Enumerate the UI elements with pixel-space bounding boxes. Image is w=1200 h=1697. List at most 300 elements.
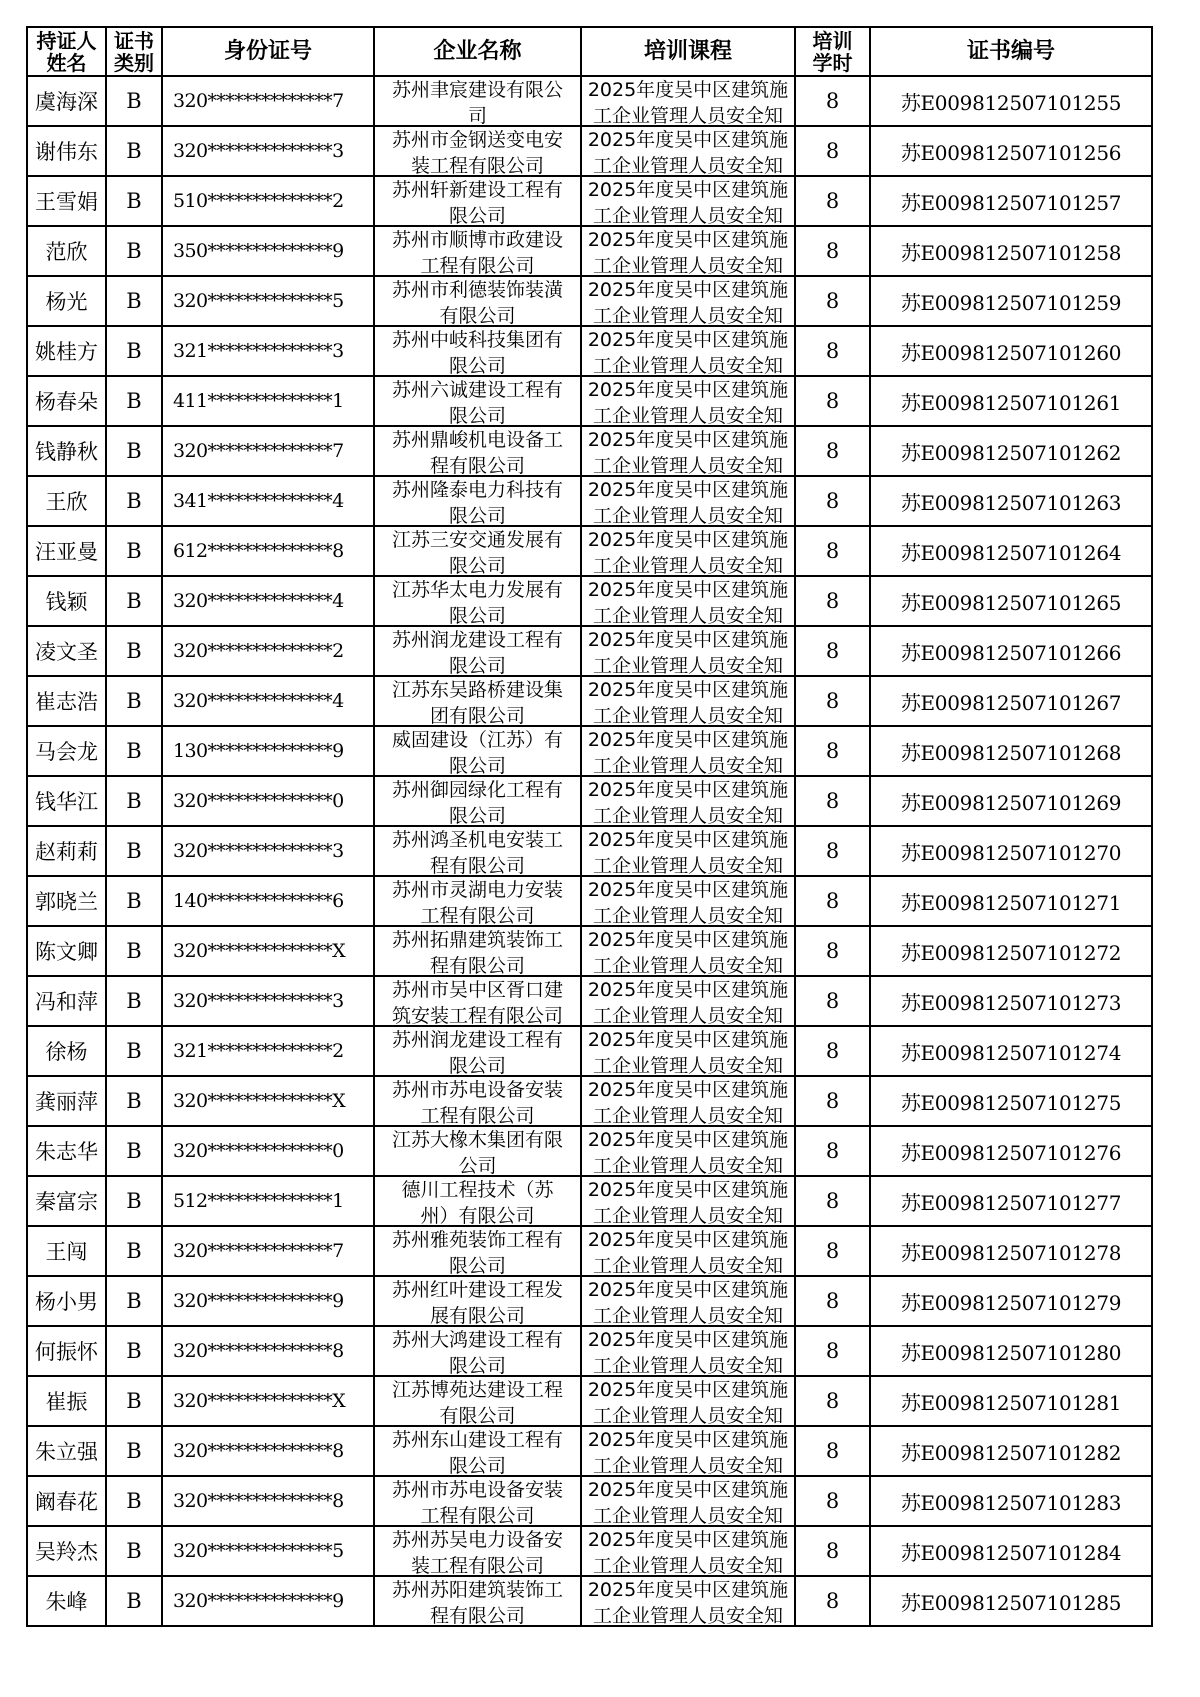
company-name-cell	[374, 626, 581, 676]
cert-category-cell: B	[106, 926, 162, 976]
training-course-cell-line: 工企业管理人员安全知	[592, 1505, 783, 1525]
cert-category-cell: B	[106, 876, 162, 926]
company-name-cell-line: 限公司	[448, 555, 506, 575]
cert-category-cell: B	[106, 1226, 162, 1276]
company-name-cell-text	[375, 277, 580, 325]
company-name-cell-line: 苏州市苏电设备安装	[391, 1479, 563, 1501]
table-row	[27, 376, 1152, 426]
cert-category-cell: B	[106, 826, 162, 876]
training-hours-cell: 8	[795, 176, 870, 226]
cert-category-cell: B	[106, 576, 162, 626]
training-course-cell-text	[582, 277, 794, 325]
id-number-cell: 320**************8	[162, 1476, 374, 1526]
table-row	[27, 1326, 1152, 1376]
company-name-cell-line: 限公司	[448, 805, 506, 825]
training-course-cell-line: 2025年度吴中区建筑施	[587, 1479, 789, 1501]
company-name-cell-line: 程有限公司	[429, 955, 525, 975]
holder-name-cell: 郭晓兰	[27, 876, 106, 926]
holder-name-cell: 杨光	[27, 276, 106, 326]
holder-name-cell: 王欣	[27, 476, 106, 526]
training-hours-cell: 8	[795, 676, 870, 726]
table-row	[27, 326, 1152, 376]
training-course-cell	[581, 276, 795, 326]
training-hours-cell: 8	[795, 76, 870, 126]
training-course-cell	[581, 576, 795, 626]
id-number-cell: 320**************X	[162, 926, 374, 976]
company-name-cell-line: 工程有限公司	[420, 1505, 535, 1525]
table-row	[27, 626, 1152, 676]
cert-number-cell: 苏E009812507101280	[870, 1326, 1152, 1376]
company-name-cell-text	[375, 377, 580, 425]
company-name-cell-line: 江苏三安交通发展有	[391, 529, 563, 551]
cert-category-cell: B	[106, 1426, 162, 1476]
training-course-cell-line: 工企业管理人员安全知	[592, 705, 783, 725]
id-number-cell: 320**************8	[162, 1326, 374, 1376]
cert-category-cell: B	[106, 1076, 162, 1126]
holder-name-cell: 崔振	[27, 1376, 106, 1426]
cert-category-cell: B	[106, 1126, 162, 1176]
holder-name-cell: 汪亚曼	[27, 526, 106, 576]
training-course-cell	[581, 1176, 795, 1226]
company-name-cell-line: 限公司	[448, 1055, 506, 1075]
training-hours-cell: 8	[795, 1226, 870, 1276]
company-name-cell-line: 苏州市灵湖电力安装	[391, 879, 563, 901]
id-number-cell: 320**************5	[162, 276, 374, 326]
company-name-cell	[374, 176, 581, 226]
company-name-cell-line: 江苏博苑达建设工程	[391, 1379, 563, 1401]
company-name-cell-line: 苏州市顺博市政建设	[391, 229, 563, 251]
training-course-cell-line: 工企业管理人员安全知	[592, 405, 783, 425]
training-course-cell-text	[582, 1577, 794, 1625]
training-course-cell	[581, 1226, 795, 1276]
table-row	[27, 1176, 1152, 1226]
table-row	[27, 1376, 1152, 1426]
company-name-cell-line: 江苏大橡木集团有限	[391, 1129, 563, 1151]
company-name-cell-text	[375, 527, 580, 575]
company-name-cell	[374, 1026, 581, 1076]
cert-number-cell: 苏E009812507101262	[870, 426, 1152, 476]
training-course-cell	[581, 326, 795, 376]
cert-category-cell: B	[106, 626, 162, 676]
training-hours-cell: 8	[795, 526, 870, 576]
training-course-cell-line: 工企业管理人员安全知	[592, 455, 783, 475]
training-course-cell-line: 2025年度吴中区建筑施	[587, 579, 789, 601]
cert-category-cell: B	[106, 776, 162, 826]
training-hours-cell: 8	[795, 276, 870, 326]
cert-number-cell: 苏E009812507101279	[870, 1276, 1152, 1326]
training-hours-cell: 8	[795, 476, 870, 526]
training-course-cell	[581, 376, 795, 426]
id-number-cell: 320**************3	[162, 126, 374, 176]
training-course-cell-text	[582, 1127, 794, 1175]
company-name-cell-text	[375, 827, 580, 875]
cert-number-cell: 苏E009812507101274	[870, 1026, 1152, 1076]
company-name-cell-line: 苏州雅苑装饰工程有	[391, 1229, 563, 1251]
training-course-cell	[581, 926, 795, 976]
training-course-cell	[581, 126, 795, 176]
training-course-cell-text	[582, 77, 794, 125]
table-row	[27, 1226, 1152, 1276]
training-course-cell-line: 2025年度吴中区建筑施	[587, 1379, 789, 1401]
company-name-cell	[374, 1576, 581, 1626]
training-course-cell-line: 工企业管理人员安全知	[592, 1455, 783, 1475]
id-number-cell: 320**************X	[162, 1376, 374, 1426]
id-number-cell: 321**************3	[162, 326, 374, 376]
training-course-cell-line: 2025年度吴中区建筑施	[587, 479, 789, 501]
cert-category-cell: B	[106, 1576, 162, 1626]
company-name-cell	[374, 1126, 581, 1176]
cert-category-cell: B	[106, 526, 162, 576]
company-name-cell-line: 苏州苏阳建筑装饰工	[391, 1579, 563, 1601]
company-name-cell-text	[375, 327, 580, 375]
training-course-cell-text	[582, 627, 794, 675]
cert-number-cell: 苏E009812507101285	[870, 1576, 1152, 1626]
company-name-cell-line: 苏州大鸿建设工程有	[391, 1329, 563, 1351]
training-course-cell-text	[582, 727, 794, 775]
holder-name-cell: 姚桂方	[27, 326, 106, 376]
training-course-cell-text	[582, 527, 794, 575]
training-course-cell-line: 工企业管理人员安全知	[592, 1105, 783, 1125]
company-name-cell	[374, 926, 581, 976]
training-hours-cell: 8	[795, 1426, 870, 1476]
training-course-cell	[581, 876, 795, 926]
training-hours-cell: 8	[795, 376, 870, 426]
company-name-cell-text	[375, 1327, 580, 1375]
training-course-cell	[581, 1026, 795, 1076]
company-name-cell	[374, 326, 581, 376]
training-hours-cell: 8	[795, 976, 870, 1026]
company-name-cell-text	[375, 1127, 580, 1175]
training-course-cell-line: 2025年度吴中区建筑施	[587, 1529, 789, 1551]
training-hours-cell: 8	[795, 726, 870, 776]
company-name-cell-line: 程有限公司	[429, 1605, 525, 1625]
training-course-cell	[581, 1326, 795, 1376]
training-course-cell-line: 2025年度吴中区建筑施	[587, 529, 789, 551]
training-course-cell-line: 2025年度吴中区建筑施	[587, 979, 789, 1001]
cert-number-cell: 苏E009812507101275	[870, 1076, 1152, 1126]
training-course-cell-line: 2025年度吴中区建筑施	[587, 679, 789, 701]
company-name-cell-line: 限公司	[448, 355, 506, 375]
cert-number-cell: 苏E009812507101260	[870, 326, 1152, 376]
training-course-cell-line: 2025年度吴中区建筑施	[587, 629, 789, 651]
company-name-cell-text	[375, 577, 580, 625]
company-name-cell-line: 限公司	[448, 755, 506, 775]
training-course-cell-text	[582, 377, 794, 425]
company-name-cell	[374, 76, 581, 126]
holder-name-cell: 何振怀	[27, 1326, 106, 1376]
company-name-cell-line: 江苏华太电力发展有	[391, 579, 563, 601]
training-course-cell-line: 工企业管理人员安全知	[592, 1305, 783, 1325]
company-name-cell	[374, 476, 581, 526]
company-name-cell	[374, 1526, 581, 1576]
training-hours-cell: 8	[795, 1276, 870, 1326]
training-course-cell	[581, 76, 795, 126]
cert-category-cell: B	[106, 176, 162, 226]
table-row	[27, 1076, 1152, 1126]
table-row	[27, 1026, 1152, 1076]
cert-number-cell: 苏E009812507101256	[870, 126, 1152, 176]
holder-name-cell: 钱静秋	[27, 426, 106, 476]
id-number-cell: 350**************9	[162, 226, 374, 276]
cert-category-cell: B	[106, 1326, 162, 1376]
training-course-cell-line: 工企业管理人员安全知	[592, 1205, 783, 1225]
training-course-cell-line: 2025年度吴中区建筑施	[587, 929, 789, 951]
table-row	[27, 676, 1152, 726]
table-row	[27, 1576, 1152, 1626]
training-course-cell-line: 工企业管理人员安全知	[592, 255, 783, 275]
id-number-cell: 510**************2	[162, 176, 374, 226]
training-hours-cell: 8	[795, 576, 870, 626]
company-name-cell-text	[375, 1227, 580, 1275]
company-name-cell-line: 苏州御园绿化工程有	[391, 779, 563, 801]
holder-name-cell: 冯和萍	[27, 976, 106, 1026]
cert-category-cell: B	[106, 676, 162, 726]
holder-name-cell: 秦富宗	[27, 1176, 106, 1226]
training-course-cell-text	[582, 227, 794, 275]
training-course-cell	[581, 826, 795, 876]
id-number-cell: 320**************9	[162, 1276, 374, 1326]
header-holder-name	[27, 27, 106, 76]
training-course-cell-line: 2025年度吴中区建筑施	[587, 179, 789, 201]
cert-number-cell: 苏E009812507101268	[870, 726, 1152, 776]
company-name-cell-line: 工程有限公司	[420, 1105, 535, 1125]
company-name-cell-text	[375, 1427, 580, 1475]
id-number-cell: 320**************4	[162, 676, 374, 726]
company-name-cell-line: 程有限公司	[429, 855, 525, 875]
cert-number-cell: 苏E009812507101266	[870, 626, 1152, 676]
training-hours-cell: 8	[795, 1076, 870, 1126]
training-course-cell-line: 2025年度吴中区建筑施	[587, 1279, 789, 1301]
header-id-number: 身份证号	[162, 27, 374, 76]
cert-number-cell: 苏E009812507101270	[870, 826, 1152, 876]
company-name-cell-text	[375, 1077, 580, 1125]
training-hours-cell: 8	[795, 826, 870, 876]
training-course-cell-line: 工企业管理人员安全知	[592, 1155, 783, 1175]
company-name-cell-line: 苏州市苏电设备安装	[391, 1079, 563, 1101]
holder-name-cell: 崔志浩	[27, 676, 106, 726]
training-course-cell-text	[582, 327, 794, 375]
company-name-cell-line: 威固建设（江苏）有	[391, 729, 563, 751]
company-name-cell-text	[375, 1527, 580, 1575]
training-course-cell-line: 2025年度吴中区建筑施	[587, 829, 789, 851]
table-row	[27, 1426, 1152, 1476]
company-name-cell-line: 德川工程技术（苏	[401, 1179, 554, 1201]
id-number-cell: 130**************9	[162, 726, 374, 776]
company-name-cell-line: 江苏东吴路桥建设集	[391, 679, 563, 701]
cert-number-cell: 苏E009812507101282	[870, 1426, 1152, 1476]
company-name-cell	[374, 426, 581, 476]
training-hours-cell: 8	[795, 126, 870, 176]
training-course-cell-text	[582, 427, 794, 475]
table-row	[27, 776, 1152, 826]
id-number-cell: 612**************8	[162, 526, 374, 576]
table-row	[27, 826, 1152, 876]
cert-number-cell: 苏E009812507101283	[870, 1476, 1152, 1526]
certificate-table	[26, 26, 1153, 1627]
company-name-cell-text	[375, 1027, 580, 1075]
company-name-cell	[374, 826, 581, 876]
company-name-cell-line: 工程有限公司	[420, 255, 535, 275]
cert-number-cell: 苏E009812507101264	[870, 526, 1152, 576]
certificate-list-sheet	[26, 26, 1151, 1627]
cert-number-cell: 苏E009812507101259	[870, 276, 1152, 326]
cert-number-cell: 苏E009812507101277	[870, 1176, 1152, 1226]
company-name-cell-line: 苏州市吴中区胥口建	[391, 979, 563, 1001]
company-name-cell-line: 限公司	[448, 405, 506, 425]
company-name-cell	[374, 1476, 581, 1526]
training-course-cell-text	[582, 1327, 794, 1375]
company-name-cell-line: 苏州轩新建设工程有	[391, 179, 563, 201]
training-course-cell-line: 2025年度吴中区建筑施	[587, 379, 789, 401]
company-name-cell	[374, 726, 581, 776]
training-course-cell-text	[582, 927, 794, 975]
company-name-cell-line: 限公司	[448, 505, 506, 525]
training-course-cell-line: 2025年度吴中区建筑施	[587, 129, 789, 151]
company-name-cell-line: 司	[467, 105, 487, 125]
company-name-cell-line: 限公司	[448, 1355, 506, 1375]
training-course-cell-text	[582, 877, 794, 925]
cert-category-cell: B	[106, 726, 162, 776]
company-name-cell-text	[375, 927, 580, 975]
training-course-cell-line: 工企业管理人员安全知	[592, 855, 783, 875]
training-course-cell-line: 2025年度吴中区建筑施	[587, 879, 789, 901]
company-name-cell-line: 苏州苏吴电力设备安	[391, 1529, 563, 1551]
company-name-cell-text	[375, 1277, 580, 1325]
table-row	[27, 1476, 1152, 1526]
id-number-cell: 320**************9	[162, 1576, 374, 1626]
id-number-cell: 320**************7	[162, 1226, 374, 1276]
company-name-cell-text	[375, 777, 580, 825]
cert-number-cell: 苏E009812507101278	[870, 1226, 1152, 1276]
cert-category-cell: B	[106, 976, 162, 1026]
id-number-cell: 320**************3	[162, 976, 374, 1026]
training-course-cell-text	[582, 1477, 794, 1525]
training-course-cell-line: 2025年度吴中区建筑施	[587, 1429, 789, 1451]
company-name-cell-text	[375, 1177, 580, 1225]
cert-category-cell: B	[106, 226, 162, 276]
training-course-cell-text	[582, 1227, 794, 1275]
training-course-cell	[581, 476, 795, 526]
holder-name-cell: 马会龙	[27, 726, 106, 776]
training-course-cell-text	[582, 977, 794, 1025]
training-hours-cell: 8	[795, 776, 870, 826]
training-course-cell-text	[582, 127, 794, 175]
company-name-cell-line: 有限公司	[439, 1405, 516, 1425]
training-course-cell-text	[582, 1077, 794, 1125]
table-row	[27, 76, 1152, 126]
training-course-cell-line: 工企业管理人员安全知	[592, 105, 783, 125]
id-number-cell: 320**************2	[162, 626, 374, 676]
training-course-cell-text	[582, 477, 794, 525]
id-number-cell: 320**************0	[162, 776, 374, 826]
training-course-cell-text	[582, 1277, 794, 1325]
header-holder-name-text: 持证人 姓名	[36, 28, 97, 75]
training-course-cell	[581, 1476, 795, 1526]
id-number-cell: 320**************8	[162, 1426, 374, 1476]
company-name-cell-line: 限公司	[448, 1455, 506, 1475]
company-name-cell-line: 限公司	[448, 655, 506, 675]
holder-name-cell: 龚丽萍	[27, 1076, 106, 1126]
holder-name-cell: 阚春花	[27, 1476, 106, 1526]
training-course-cell-text	[582, 1527, 794, 1575]
table-body	[27, 76, 1152, 1626]
training-course-cell-line: 2025年度吴中区建筑施	[587, 279, 789, 301]
table-row	[27, 126, 1152, 176]
company-name-cell-line: 苏州润龙建设工程有	[391, 1029, 563, 1051]
header-cert-category	[106, 27, 162, 76]
training-course-cell-text	[582, 677, 794, 725]
company-name-cell-text	[375, 227, 580, 275]
table-row	[27, 576, 1152, 626]
id-number-cell: 341**************4	[162, 476, 374, 526]
company-name-cell-text	[375, 1577, 580, 1625]
company-name-cell-line: 苏州鼎峻机电设备工	[391, 429, 563, 451]
training-course-cell-line: 工企业管理人员安全知	[592, 1355, 783, 1375]
company-name-cell	[374, 1176, 581, 1226]
training-course-cell-text	[582, 1377, 794, 1425]
holder-name-cell: 朱峰	[27, 1576, 106, 1626]
training-hours-cell: 8	[795, 1376, 870, 1426]
cert-number-cell: 苏E009812507101255	[870, 76, 1152, 126]
cert-category-cell: B	[106, 1176, 162, 1226]
training-course-cell-line: 工企业管理人员安全知	[592, 355, 783, 375]
holder-name-cell: 杨春朵	[27, 376, 106, 426]
holder-name-cell: 吴羚杰	[27, 1526, 106, 1576]
holder-name-cell: 谢伟东	[27, 126, 106, 176]
training-course-cell-text	[582, 827, 794, 875]
training-course-cell	[581, 226, 795, 276]
company-name-cell-line: 展有限公司	[429, 1305, 525, 1325]
training-course-cell-line: 工企业管理人员安全知	[592, 805, 783, 825]
company-name-cell	[374, 576, 581, 626]
training-course-cell-line: 2025年度吴中区建筑施	[587, 329, 789, 351]
company-name-cell-line: 苏州聿宸建设有限公	[391, 79, 563, 101]
training-course-cell	[581, 676, 795, 726]
training-course-cell-line: 工企业管理人员安全知	[592, 505, 783, 525]
table-row	[27, 876, 1152, 926]
company-name-cell-text	[375, 427, 580, 475]
training-course-cell-line: 工企业管理人员安全知	[592, 1605, 783, 1625]
cert-number-cell: 苏E009812507101265	[870, 576, 1152, 626]
company-name-cell-line: 苏州润龙建设工程有	[391, 629, 563, 651]
company-name-cell-line: 苏州市金钢送变电安	[391, 129, 563, 151]
company-name-cell-line: 苏州鸿圣机电安装工	[391, 829, 563, 851]
training-course-cell	[581, 1126, 795, 1176]
cert-number-cell: 苏E009812507101273	[870, 976, 1152, 1026]
table-row	[27, 176, 1152, 226]
id-number-cell: 320**************7	[162, 426, 374, 476]
cert-category-cell: B	[106, 376, 162, 426]
company-name-cell-line: 苏州六诚建设工程有	[391, 379, 563, 401]
holder-name-cell: 杨小男	[27, 1276, 106, 1326]
company-name-cell	[374, 1226, 581, 1276]
training-hours-cell: 8	[795, 1026, 870, 1076]
header-company-name: 企业名称	[374, 27, 581, 76]
cert-number-cell: 苏E009812507101269	[870, 776, 1152, 826]
company-name-cell	[374, 1376, 581, 1426]
table-row	[27, 226, 1152, 276]
training-hours-cell: 8	[795, 226, 870, 276]
training-hours-cell: 8	[795, 1526, 870, 1576]
company-name-cell-line: 公司	[458, 1155, 497, 1175]
holder-name-cell: 凌文圣	[27, 626, 106, 676]
training-course-cell-line: 工企业管理人员安全知	[592, 905, 783, 925]
holder-name-cell: 陈文卿	[27, 926, 106, 976]
training-course-cell	[581, 626, 795, 676]
table-row	[27, 1526, 1152, 1576]
training-course-cell	[581, 1276, 795, 1326]
training-course-cell	[581, 976, 795, 1026]
